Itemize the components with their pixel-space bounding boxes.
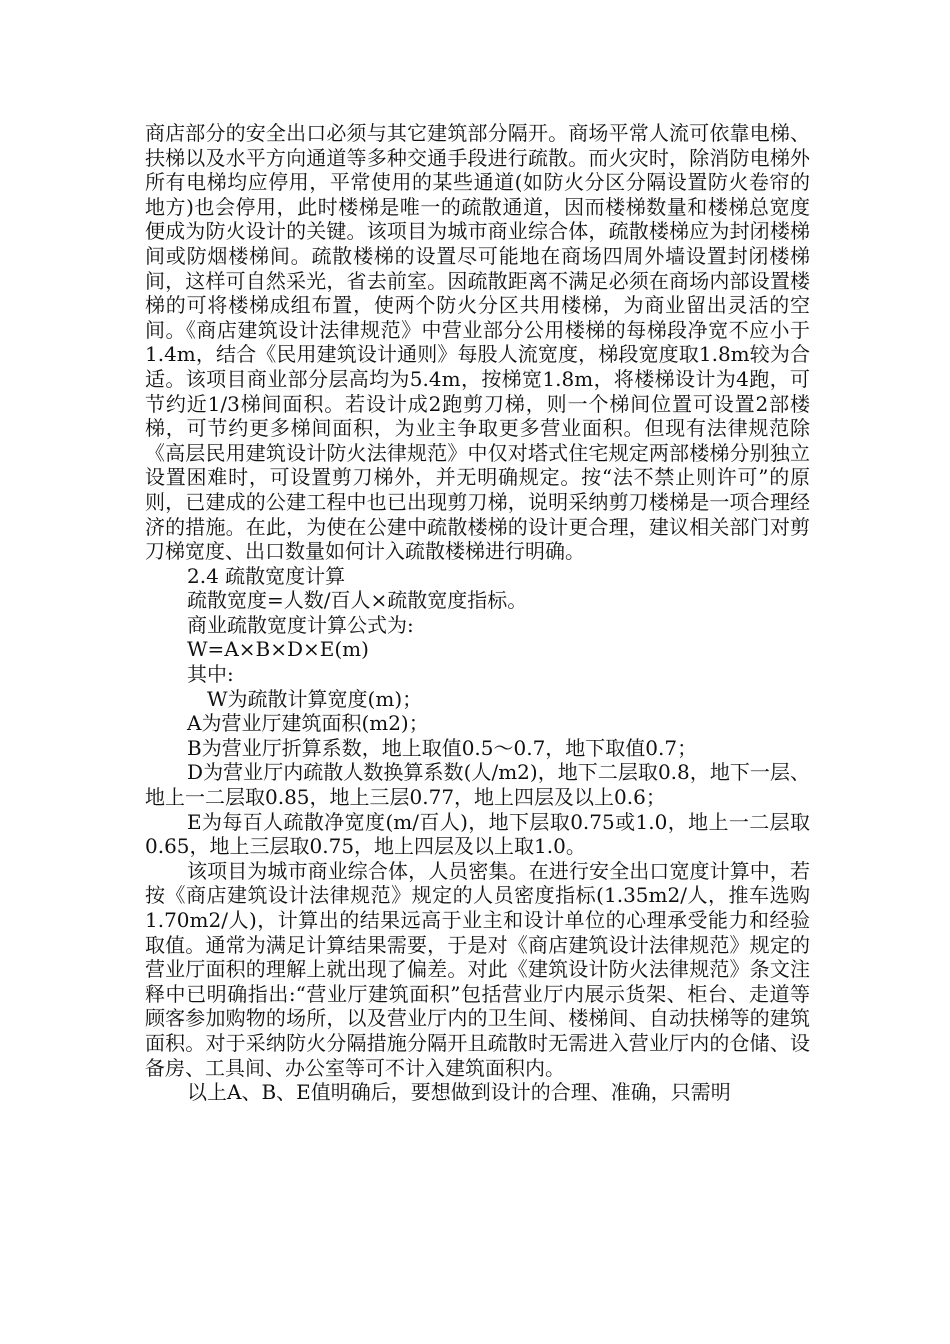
section-heading: 2.4 疏散宽度计算 bbox=[187, 563, 346, 588]
definition-e: E为每百人疏散净宽度(m/百人)，地下层取0.75或1.0，地上一二层取0.65，地上三层取0.75，地上四层及以上取1.0。 bbox=[145, 809, 810, 859]
definition-a: A为营业厅建筑面积(m2)； bbox=[187, 711, 429, 736]
paragraph-stairs: 商店部分的安全出口必须与其它建筑部分隔开。商场平常人流可依靠电梯、扶梯以及水平方向通道等多种交通手段进行疏散。而火灾时，除消防电梯外所有电梯均应停用，平常使用的某些通道(如防火分区分隔设置防火卷帘的地方)也会停用，此时楼梯是唯一的疏散通道，因而楼梯数量和楼梯总宽度便成为防火设计的关键。该项目为城市商业综合体，疏散楼梯应为封闭楼梯间或防烟楼梯间。疏散楼梯的设置尽可能地在商场四周外墙设置封闭楼梯间，这样可自然采光，省去前室。因疏散距离不满足必须在商场内部设置楼梯的可将楼梯成组布置，使两个防火分区共用楼梯，为商业留出灵活的空间。《商店建筑设计法律规范》中营业部分公用楼梯的每梯段净宽不应小于1.4m，结合《民用建筑设计通则》每股人流宽度，梯段宽度取1.8m较为合适。该项目商业部分层高均为5.4m，按梯宽1.8m，将楼梯设计为4跑，可节约近1/3梯间面积。若设计成2跑剪刀梯，则一个梯间位置可设置2部楼梯，可节约更多梯间面积，为业主争取更多营业面积。但现有法律规范除《高层民用建筑设计防火法律规范》中仅对塔式住宅规定两部楼梯分别独立设置困难时，可设置剪刀梯外，并无明确规定。按“法不禁止则许可”的原则，已建成的公建工程中也已出现剪刀梯，说明采纳剪刀楼梯是一项合理经济的措施。在此，为使在公建中疏散楼梯的设计更合理，建议相关部门对剪刀梯宽度、出口数量如何计入疏散楼梯进行明确。 bbox=[145, 121, 810, 564]
paragraph-formula-intro: 疏散宽度=人数/百人×疏散宽度指标。 bbox=[187, 588, 528, 613]
paragraph-formula-label: 商业疏散宽度计算公式为: bbox=[187, 612, 414, 637]
definition-b: B为营业厅折算系数，地上取值0.5～0.7，地下取值0.7； bbox=[187, 735, 698, 760]
formula: W=A×B×D×E(m) bbox=[187, 637, 369, 662]
definition-w: W为疏散计算宽度(m)； bbox=[207, 686, 423, 711]
paragraph-where: 其中: bbox=[187, 662, 234, 687]
document-body bbox=[145, 121, 810, 1105]
paragraph-conclusion: 以上A、B、E值明确后，要想做到设计的合理、准确，只需明 bbox=[187, 1080, 731, 1105]
paragraph-density: 该项目为城市商业综合体，人员密集。在进行安全出口宽度计算中，若按《商店建筑设计法律规范》规定的人员密度指标(1.35m2/人，推车选购1.70m2/人)，计算出的结果远高于业主和设计单位的心理承受能力和经验取值。通常为满足计算结果需要，于是对《商店建筑设计法律规范》规定的营业厅面积的理解上就出现了偏差。对此《建筑设计防火法律规范》条文注释中已明确指出:“营业厅建筑面积”包括营业厅内展示货架、柜台、走道等顾客参加购物的场所，以及营业厅内的卫生间、楼梯间、自动扶梯等的建筑面积。对于采纳防火分隔措施分隔开且疏散时无需进入营业厅内的仓储、设备房、工具间、办公室等可不计入建筑面积内。 bbox=[145, 858, 810, 1080]
definition-d: D为营业厅内疏散人数换算系数(人/m2)，地下二层取0.8，地下一层、地上一二层取0.85，地上三层0.77，地上四层及以上0.6； bbox=[145, 760, 810, 810]
